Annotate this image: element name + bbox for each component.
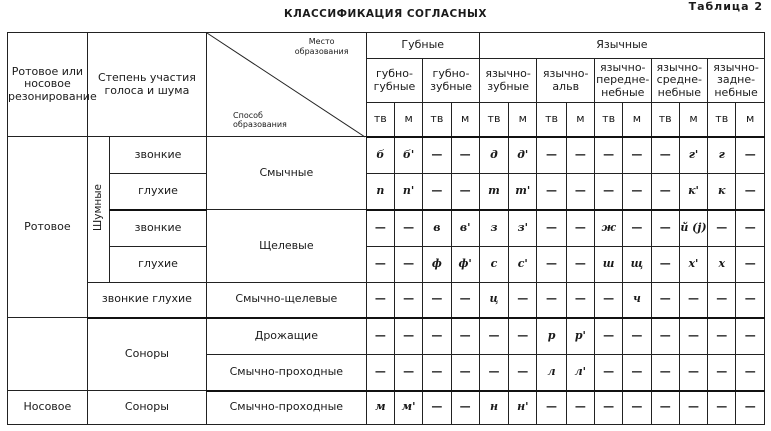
consonant-cell: — <box>736 391 765 425</box>
consonant-cell: р <box>537 318 566 355</box>
sonorants-label: Соноры <box>87 391 206 425</box>
consonant-cell: б' <box>394 137 422 174</box>
column-soft-label: м <box>623 103 651 137</box>
consonant-cell: — <box>623 210 651 247</box>
consonant-cell: — <box>423 318 451 355</box>
consonant-cell: — <box>537 247 566 283</box>
subheader-bilabial: губно-губные <box>366 59 423 103</box>
consonant-cell: — <box>451 355 479 391</box>
consonant-cell: — <box>451 318 479 355</box>
column-hard-label: тв <box>651 103 679 137</box>
consonant-cell: — <box>623 355 651 391</box>
consonant-cell: — <box>623 174 651 210</box>
consonant-cell: п' <box>394 174 422 210</box>
consonant-cell: т' <box>509 174 537 210</box>
empty-cell <box>8 318 88 391</box>
voiceless-label: глухие <box>110 247 207 283</box>
subheader-dental: язычно-зубные <box>479 59 537 103</box>
consonant-cell: — <box>394 210 422 247</box>
consonant-cell: — <box>423 137 451 174</box>
consonant-cell: — <box>651 247 679 283</box>
column-soft-label: м <box>509 103 537 137</box>
consonant-cell: — <box>394 247 422 283</box>
consonant-cell: — <box>594 355 622 391</box>
column-hard-label: тв <box>537 103 566 137</box>
consonant-cell: — <box>651 318 679 355</box>
consonant-cell: н' <box>509 391 537 425</box>
column-hard-label: тв <box>423 103 451 137</box>
consonant-cell: т <box>479 174 508 210</box>
consonant-cell: — <box>736 318 765 355</box>
consonant-cell: — <box>736 355 765 391</box>
consonant-cell: ц <box>479 283 508 318</box>
consonant-cell: ш <box>594 247 622 283</box>
consonant-cell: — <box>537 210 566 247</box>
consonant-cell: — <box>366 210 394 247</box>
consonant-cell: — <box>708 355 736 391</box>
column-soft-label: м <box>566 103 594 137</box>
consonant-cell: — <box>594 318 622 355</box>
consonant-cell: — <box>736 174 765 210</box>
consonant-cell: с' <box>509 247 537 283</box>
consonant-cell: — <box>651 210 679 247</box>
voiced-label: звонкие <box>110 210 207 247</box>
consonant-cell: щ <box>623 247 651 283</box>
header-labial: Губные <box>366 33 479 59</box>
column-hard-label: тв <box>366 103 394 137</box>
consonant-cell: — <box>594 174 622 210</box>
sonorants-label: Соноры <box>87 318 206 391</box>
consonant-cell: б <box>366 137 394 174</box>
consonant-cell: — <box>394 283 422 318</box>
noisy-label-cell <box>87 137 109 283</box>
fricatives-label: Щелевые <box>207 210 367 283</box>
noisy-label: Шумные <box>92 184 105 232</box>
consonant-cell: — <box>451 174 479 210</box>
subheader-prepalatal: язычно-передне-небные <box>594 59 651 103</box>
consonant-cell: — <box>594 283 622 318</box>
table-title: КЛАССИФИКАЦИЯ СОГЛАСНЫХ <box>284 8 487 20</box>
consonant-cell: — <box>566 247 594 283</box>
consonant-cell: п <box>366 174 394 210</box>
consonant-cell: — <box>366 283 394 318</box>
consonant-cell: з <box>479 210 508 247</box>
consonant-cell: — <box>537 174 566 210</box>
consonant-cell: х <box>708 247 736 283</box>
laterals-label: Смычно-проходные <box>207 391 367 425</box>
consonant-cell: — <box>394 355 422 391</box>
consonant-cell: — <box>651 355 679 391</box>
subheader-alveolar: язычно-альв <box>537 59 595 103</box>
consonant-cell: — <box>566 283 594 318</box>
consonant-cell: л <box>537 355 566 391</box>
consonant-cell: — <box>366 247 394 283</box>
consonant-cell: — <box>736 210 765 247</box>
consonant-cell: — <box>423 355 451 391</box>
subheader-labiodental: губно-зубные <box>423 59 480 103</box>
header-resonance: Ротовое или носовое резонирование <box>8 33 88 137</box>
consonant-cell: — <box>509 318 537 355</box>
consonant-cell: м <box>366 391 394 425</box>
consonant-cell: — <box>451 137 479 174</box>
column-soft-label: м <box>394 103 422 137</box>
oral-label: Ротовое <box>8 137 88 318</box>
consonant-cell: — <box>566 391 594 425</box>
subheader-postpalatal: язычно-задне-небные <box>708 59 765 103</box>
header-lingual: Язычные <box>479 33 764 59</box>
consonant-cell: с <box>479 247 508 283</box>
consonant-cell: — <box>736 283 765 318</box>
consonant-cell: — <box>509 355 537 391</box>
consonant-cell: — <box>451 391 479 425</box>
consonant-cell: д <box>479 137 508 174</box>
column-soft-label: м <box>736 103 765 137</box>
consonant-cell: — <box>423 283 451 318</box>
consonant-cell: ф <box>423 247 451 283</box>
trills-label: Дрожащие <box>207 318 367 355</box>
consonant-cell: — <box>651 174 679 210</box>
consonant-cell: к' <box>679 174 707 210</box>
consonant-cell: — <box>679 355 707 391</box>
consonant-cell: й (j) <box>679 210 707 247</box>
consonant-cell: м' <box>394 391 422 425</box>
affricates-label: Смычно-щелевые <box>207 283 367 318</box>
consonant-cell: — <box>651 283 679 318</box>
consonant-cell: — <box>537 283 566 318</box>
manner-label: Способ образования <box>233 110 287 130</box>
consonant-cell: — <box>479 318 508 355</box>
consonant-cell: ч <box>623 283 651 318</box>
consonant-cell: — <box>423 174 451 210</box>
consonant-cell: — <box>479 355 508 391</box>
voiceless-label: глухие <box>110 174 207 210</box>
consonant-classification-table <box>7 32 765 425</box>
consonant-cell: — <box>366 355 394 391</box>
column-soft-label: м <box>679 103 707 137</box>
consonant-cell: — <box>423 391 451 425</box>
consonant-cell: р' <box>566 318 594 355</box>
header-diagonal-cell <box>207 33 367 137</box>
consonant-cell: з' <box>509 210 537 247</box>
table-number: Таблица 2 <box>688 0 763 13</box>
consonant-cell: — <box>566 137 594 174</box>
consonant-cell: д' <box>509 137 537 174</box>
consonant-cell: г' <box>679 137 707 174</box>
consonant-cell: — <box>537 391 566 425</box>
consonant-cell: г <box>708 137 736 174</box>
stops-label: Смычные <box>207 137 367 210</box>
consonant-cell: х' <box>679 247 707 283</box>
place-label: Место образования <box>294 37 349 56</box>
consonant-cell: н <box>479 391 508 425</box>
consonant-cell: — <box>566 210 594 247</box>
consonant-cell: — <box>651 391 679 425</box>
consonant-cell: — <box>623 137 651 174</box>
nasal-label: Носовое <box>8 391 88 425</box>
consonant-cell: — <box>679 318 707 355</box>
consonant-cell: — <box>708 391 736 425</box>
column-hard-label: тв <box>708 103 736 137</box>
consonant-cell: л' <box>566 355 594 391</box>
consonant-cell: — <box>537 137 566 174</box>
consonant-cell: — <box>594 391 622 425</box>
consonant-cell: — <box>708 210 736 247</box>
consonant-cell: — <box>623 391 651 425</box>
consonant-cell: — <box>566 174 594 210</box>
consonant-cell: — <box>679 391 707 425</box>
consonant-cell: — <box>736 137 765 174</box>
consonant-cell: в <box>423 210 451 247</box>
column-soft-label: м <box>451 103 479 137</box>
consonant-cell: — <box>594 137 622 174</box>
consonant-cell: — <box>679 283 707 318</box>
consonant-cell: — <box>394 318 422 355</box>
consonant-cell: — <box>708 283 736 318</box>
column-hard-label: тв <box>594 103 622 137</box>
consonant-cell: — <box>736 247 765 283</box>
consonant-cell: в' <box>451 210 479 247</box>
header-voice-noise: Степень участия голоса и шума <box>87 33 206 137</box>
consonant-cell: — <box>509 283 537 318</box>
laterals-label: Смычно-проходные <box>207 355 367 391</box>
consonant-cell: — <box>366 318 394 355</box>
consonant-cell: — <box>651 137 679 174</box>
column-hard-label: тв <box>479 103 508 137</box>
consonant-cell: к <box>708 174 736 210</box>
consonant-cell: — <box>451 283 479 318</box>
consonant-cell: — <box>623 318 651 355</box>
consonant-cell: ж <box>594 210 622 247</box>
subheader-midpalatal: язычно-средне-небные <box>651 59 708 103</box>
consonant-cell: — <box>708 318 736 355</box>
consonant-cell: ф' <box>451 247 479 283</box>
voiced-voiceless-label: звонкие глухие <box>87 283 206 318</box>
voiced-label: звонкие <box>110 137 207 174</box>
